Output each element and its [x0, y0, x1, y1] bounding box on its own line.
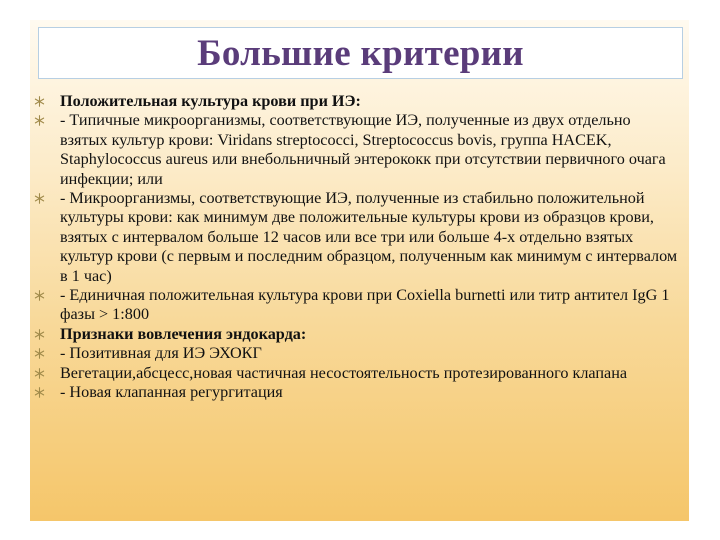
bullet-list [32, 92, 682, 403]
bullet-text: - Типичные микроорганизмы, соответствующие ИЭ, полученные из двух отдельно взятых культур крови: Viridans streptococci, Streptococcus bovis, группа HACEK, Staphylococcus aureus или внебольничный энтерококк при отсутствии первичного очага инфекции; или [60, 111, 666, 188]
asterisk-bullet-icon [32, 325, 60, 340]
slide-title: Большие критерии [197, 32, 524, 74]
bullet-item [32, 286, 682, 325]
asterisk-bullet-icon [32, 189, 60, 204]
bullet-item [32, 344, 682, 363]
bullet-item [32, 383, 682, 402]
asterisk-bullet-icon [32, 111, 60, 126]
bullet-text: Вегетации,абсцесс,новая частичная несостоятельность протезированного клапана [60, 363, 628, 382]
asterisk-bullet-icon [32, 92, 60, 107]
bullet-text: - Новая клапанная регургитация [60, 383, 283, 402]
asterisk-bullet-icon [32, 364, 60, 379]
bullet-item [32, 364, 682, 383]
asterisk-bullet-icon [32, 383, 60, 398]
bullet-text: - Позитивная для ИЭ ЭХОКГ [60, 344, 262, 363]
bullet-text: - Микроорганизмы, соответствующие ИЭ, полученные из стабильно положительной культуры крови: как минимум две положительные культуры крови из образцов крови, взятых с интервалом больше 12 часов или все три или больше 4-х отдельно взятых культур крови (с первым и последним образцом, полученным как минимум с интервалом в 1 час) [60, 189, 678, 285]
bullet-item [32, 92, 682, 111]
asterisk-bullet-icon [32, 344, 60, 359]
bullet-text: - Единичная положительная культура крови при Coxiella burnetti или титр антител IgG 1 фазы > 1:800 [60, 286, 670, 324]
bullet-item [32, 189, 682, 286]
bullet-item [32, 111, 682, 189]
bullet-item [32, 325, 682, 344]
bullet-text: Положительная культура крови при ИЭ: [60, 92, 361, 110]
asterisk-bullet-icon [32, 286, 60, 301]
title-box [38, 27, 683, 79]
bullet-text: Признаки вовлечения эндокарда: [60, 324, 307, 343]
